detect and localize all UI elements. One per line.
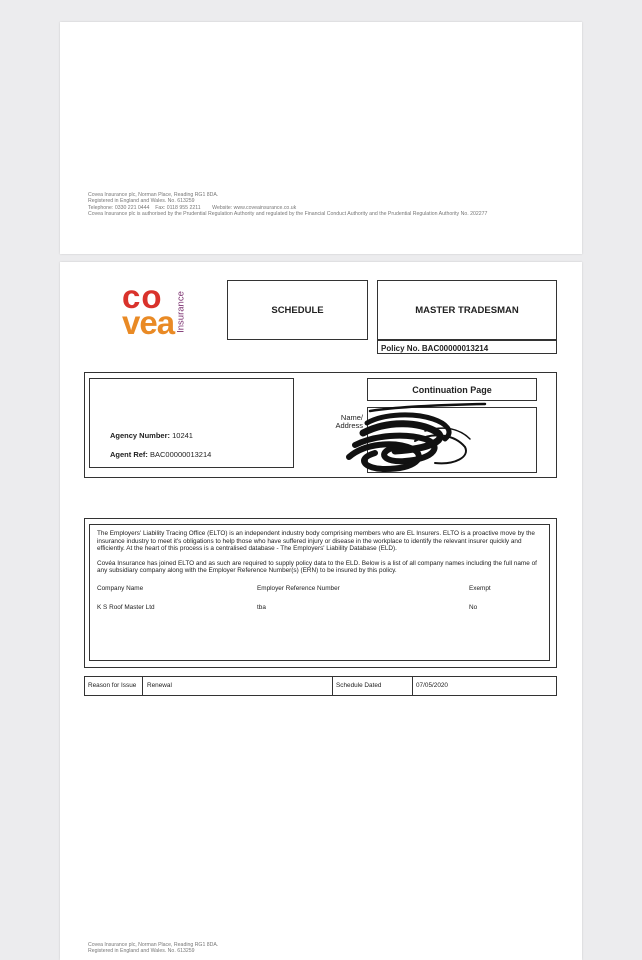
name-address-label: Name/ Address [335, 413, 363, 430]
footer-address: Covea Insurance plc, Norman Place, Reading RG1 8DA. [88, 192, 219, 198]
footer-regulation: Covea Insurance plc is authorised by the Prudential Regulation Authority and regulated by the Financial Conduct Authority and the Prudential Regulation Authority No. 202277 [88, 210, 488, 217]
exempt-cell: No [469, 603, 478, 611]
header-ern: Employer Reference Number [257, 584, 340, 592]
agency-section [84, 372, 557, 478]
schedule-box [227, 280, 368, 340]
continuation-page-box [367, 378, 537, 401]
product-box [377, 280, 557, 340]
header-company-name: Company Name [97, 584, 144, 592]
reason-value: Renewal [143, 677, 333, 695]
issue-row [84, 676, 557, 696]
document-page-schedule [60, 262, 582, 960]
schedule-dated-label: Schedule Dated [333, 677, 413, 695]
table-row [97, 604, 542, 614]
redaction-scribble [335, 401, 495, 481]
agent-ref: Agent Ref: BAC00000013214 [110, 450, 212, 459]
page-footer [88, 192, 558, 217]
continuation-title: Continuation Page [412, 384, 492, 395]
reason-label: Reason for Issue [85, 677, 143, 695]
footer-phone: Telephone: 0330 221 0444 [88, 204, 150, 211]
logo-vea-text: vea [122, 304, 175, 341]
schedule-dated-value: 07/05/2020 [416, 682, 448, 689]
policy-number: Policy No. BAC00000013214 [381, 344, 489, 353]
logo-co-text: co [122, 278, 163, 315]
agency-number: Agency Number: 10241 [110, 431, 193, 440]
document-page-previous [60, 22, 582, 254]
footer-registration: Registered in England and Wales. No. 613259 [88, 198, 195, 205]
footer-address: Covea Insurance plc, Norman Place, Reading RG1 8DA. [88, 942, 219, 948]
elto-paragraph-2: Covéa Insurance has joined ELTO and as such are required to supply policy data to the ELD. Below is a list of all company names including the full name of any subsidiary company along with the Employer Reference Number(s) (ERN) to be insured by this policy. [97, 559, 537, 575]
header-exempt: Exempt [469, 584, 491, 592]
footer-website: Website: www.coveainsurance.co.uk [212, 204, 297, 211]
company-name-cell: K S Roof Master Ltd [97, 603, 155, 611]
policy-number-box [377, 340, 557, 354]
page-footer [88, 942, 558, 955]
logo-insurance-text: Insurance [175, 291, 187, 333]
ern-cell: tba [257, 603, 266, 611]
elto-section [84, 518, 557, 668]
elto-table-header [97, 585, 542, 595]
elto-paragraph-1: The Employers' Liability Tracing Office (ELTO) is an independent industry body comprising members who are EL Insurers. ELTO is a proactive move by the insurance industry to meet it's obligations to help those who have suffered injury or disease in the workplace to identify the relevant insurer quickly and efficiently. At the heart of this process is a centralised database - The Employers' Liability Database (ELD). [97, 530, 535, 553]
elto-box [89, 524, 550, 661]
schedule-title: SCHEDULE [271, 304, 324, 316]
product-title: MASTER TRADESMAN [415, 304, 519, 316]
agency-box [89, 378, 294, 468]
footer-registration: Registered in England and Wales. No. 613259 [88, 948, 195, 955]
footer-fax: Fax: 0118 955 2211 [155, 204, 201, 211]
